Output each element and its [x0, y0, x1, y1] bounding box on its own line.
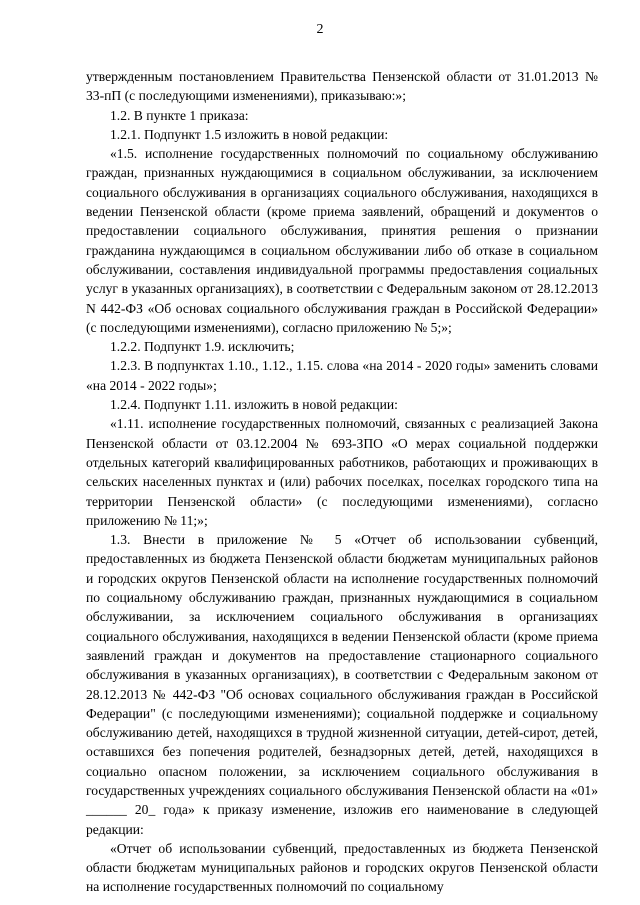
paragraph-quote-1-5: «1.5. исполнение государственных полномочий по социальному обслуживанию граждан, признанных нуждающимися в социальном обслуживании, за исключением социального обслуживания в организациях социального обслуживания, находящихся в ведении Пензенской области (кроме приема заявлений, обращений и документов о предоставлении социального обслуживания, принятия решения о признании гражданина нуждающимся в социальном обслуживании либо об отказе в социальном обслуживании, составления индивидуальной программы предоставления социальных услуг в указанных организациях), в соответствии с Федеральным законом от 28.12.2013 N 442-ФЗ «Об основах социального обслуживания граждан в Российской Федерации» (с последующими изменениями), согласно приложению № 5;»; — [86, 146, 598, 335]
paragraph-item-1-2: 1.2. В пункте 1 приказа: — [110, 107, 249, 123]
paragraph-item-1-2-4: 1.2.4. Подпункт 1.11. изложить в новой редакции: — [110, 397, 398, 413]
page-number: 2 — [316, 22, 324, 37]
paragraph-quote-1-11: «1.11. исполнение государственных полномочий, связанных с реализацией Закона Пензенской области от 03.12.2004 № 693-ЗПО «О мерах социальной поддержки отдельных категорий квалифицированных работников, работающих и проживающих в сельских населенных пунктах и (или) рабочих поселках, поселках городского типа на территории Пензенской области» (с последующими изменениями), согласно приложению № 11;»; — [86, 416, 598, 528]
paragraph-report-title: «Отчет об использовании субвенций, предоставленных из бюджета Пензенской области бюджетам муниципальных районов и городских округов Пензенской области на исполнение государственных полномочий по социальному — [86, 840, 598, 895]
paragraph-approval-continuation: утвержденным постановлением Правительства Пензенской области от 31.01.2013 № 33-пП (с последующими изменениями), приказываю:»; — [86, 69, 598, 104]
paragraph-item-1-2-3: 1.2.3. В подпунктах 1.10., 1.12., 1.15. слова «на 2014 - 2020 годы» заменить словами «на 2014 - 2022 годы»; — [86, 358, 598, 393]
paragraph-item-1-2-1: 1.2.1. Подпункт 1.5 изложить в новой редакции: — [110, 126, 389, 142]
paragraph-item-1-2-2: 1.2.2. Подпункт 1.9. исключить; — [110, 339, 295, 355]
document-body — [86, 67, 598, 897]
paragraph-item-1-3: 1.3. Внести в приложение № 5 «Отчет об использовании субвенций, предоставленных из бюджета Пензенской области бюджетам муниципальных районов и городских округов Пензенской области на исполнение государственных полномочий по социальному обслуживанию граждан, признанных нуждающимися в социальном обслуживании, за исключением социального обслуживания в организациях социального обслуживания, находящихся в ведении Пензенской области (кроме приема заявлений граждан и документов на предоставление стационарного социального обслуживания в указанных организациях), в соответствии с Федеральным законом от 28.12.2013 № 442-ФЗ "Об основах социального обслуживания граждан в Российской Федерации" (с последующими изменениями); социальной поддержке и социальному обслуживанию детей, находящихся в трудной жизненной ситуации, детей-сирот, детей, оставшихся без попечения родителей, безнадзорных детей, детей, находящихся в социально опасном положении, за исключением социального обслуживания в государственных учреждениях социального обслуживания Пензенской области на «01» ______ 20_ года» к приказу изменение, изложив его наименование в следующей редакции: — [86, 532, 598, 837]
